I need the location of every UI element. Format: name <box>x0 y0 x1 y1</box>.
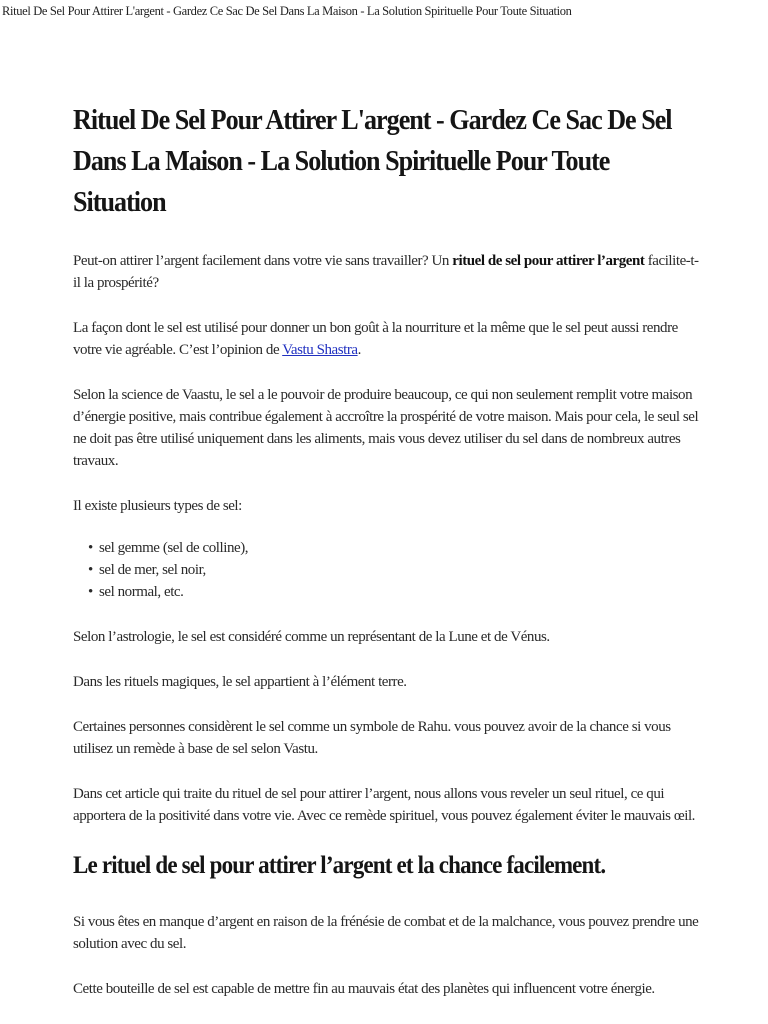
list-item: • sel normal, etc. <box>99 581 703 603</box>
list-item: • sel de mer, sel noir, <box>99 559 703 581</box>
salt-types-intro: Il existe plusieurs types de sel: <box>73 498 242 514</box>
article-purpose-paragraph: Dans cet article qui traite du rituel de sel pour attirer l’argent, nous allons vous reveler un seul rituel, ce qui apportera de la positivité dans votre vie. Avec ce remède spirituel, vous pouvez également éviter le mauvais œil. <box>73 786 695 824</box>
article-body <box>73 100 703 1023</box>
astrology-paragraph: Selon l’astrologie, le sel est considéré comme un représentant de la Lune et de Vénus. <box>73 629 550 645</box>
vaastu-science-paragraph: Selon la science de Vaastu, le sel a le pouvoir de produire beaucoup, ce qui non seulement remplit votre maison d’énergie positive, mais contribue également à accroître la prospérité de votre maison. Mais pour cela, le seul sel ne doit pas être utilisé uniquement dans les aliments, mais vous devez utiliser du sel dans de nombreux autres travaux. <box>73 387 699 469</box>
vastu-text-end: . <box>357 342 361 358</box>
article-title: Rituel De Sel Pour Attirer L'argent - Gardez Ce Sac De Sel Dans La Maison - La Solution Spirituelle Pour Toute Situation <box>73 104 672 218</box>
section-title: Le rituel de sel pour attirer l’argent et la chance facilement. <box>73 852 606 879</box>
intro-paragraph <box>73 250 703 294</box>
page-header-title: Rituel De Sel Pour Attirer L'argent - Gardez Ce Sac De Sel Dans La Maison - La Solution Spirituelle Pour Toute Situation <box>2 4 572 18</box>
magic-rituals-paragraph: Dans les rituels magiques, le sel appartient à l’élément terre. <box>73 674 407 690</box>
rahu-paragraph: Certaines personnes considèrent le sel comme un symbole de Rahu. vous pouvez avoir de la chance si vous utilisez un remède à base de sel selon Vastu. <box>73 719 671 757</box>
salt-types-list <box>73 537 703 603</box>
vastu-paragraph <box>73 317 703 361</box>
list-item: • sel gemme (sel de colline), <box>99 537 703 559</box>
intro-text-start: Peut-on attirer l’argent facilement dans votre vie sans travailler? Un <box>73 253 453 269</box>
intro-bold-keyword: rituel de sel pour attirer l’argent <box>452 253 645 269</box>
vastu-shastra-link[interactable]: Vastu Shastra <box>282 342 358 358</box>
intro-text-end: facilite-t-il la prospérité? <box>73 253 699 291</box>
money-shortage-paragraph: Si vous êtes en manque d’argent en raison de la frénésie de combat et de la malchance, vous pouvez prendre une solution avec du sel. <box>73 914 699 952</box>
salt-bottle-paragraph: Cette bouteille de sel est capable de mettre fin au mauvais état des planètes qui influencent votre énergie. <box>73 981 655 997</box>
vastu-text-start: La façon dont le sel est utilisé pour donner un bon goût à la nourriture et la même que le sel peut aussi rendre votre vie agréable. C’est l’opinion de <box>73 320 678 358</box>
